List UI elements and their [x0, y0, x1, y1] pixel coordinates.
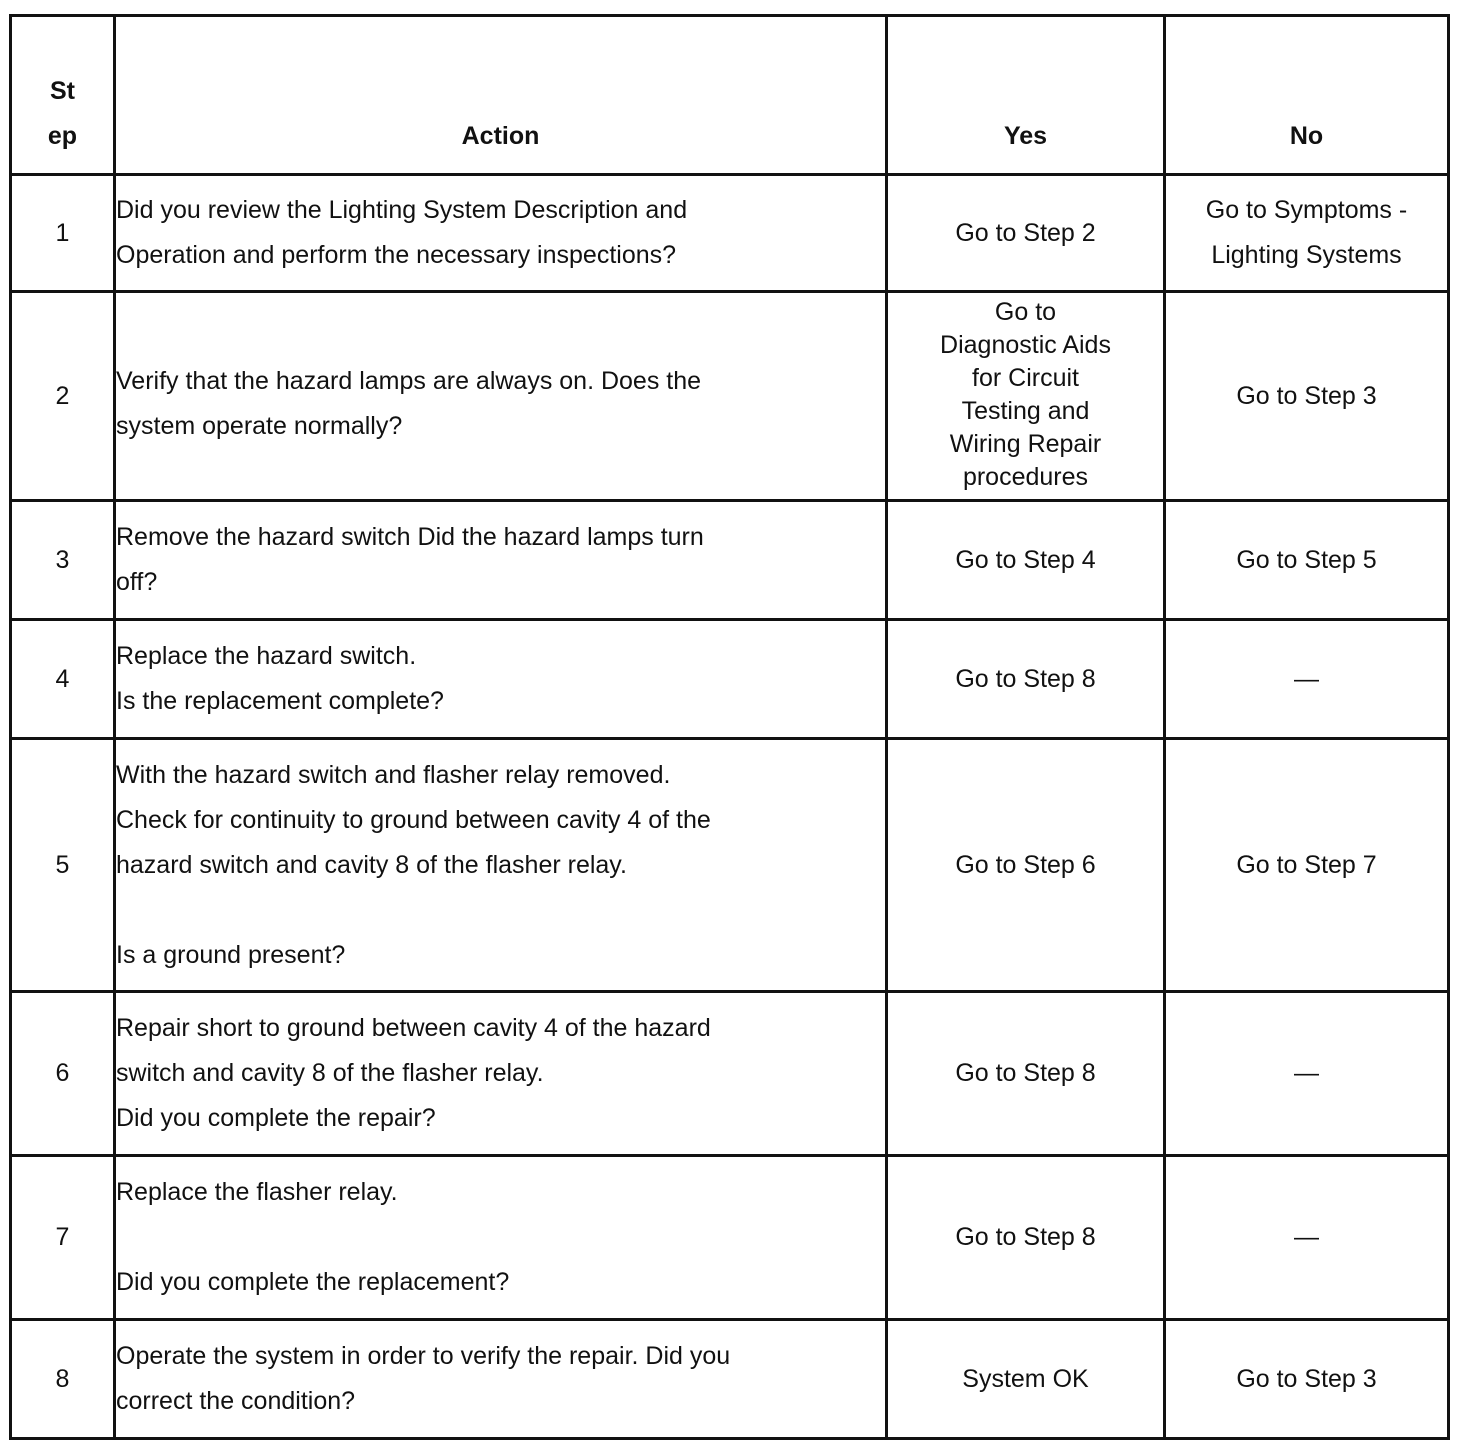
yes-line: Go to Step 8 [955, 1223, 1096, 1251]
yes-line: Go to Step 4 [955, 545, 1096, 574]
yes-line: System OK [962, 1364, 1089, 1393]
diagnostic-table [9, 14, 1450, 1440]
action-line: Replace the flasher relay. [116, 1178, 398, 1206]
action-line: Replace the hazard switch. [116, 642, 417, 670]
action-line: Operate the system in order to verify the repair. Did you [116, 1342, 731, 1370]
yes-cell [887, 1320, 1165, 1439]
no-line: Lighting Systems [1211, 241, 1402, 269]
yes-cell [887, 620, 1165, 739]
step-number: 7 [11, 1156, 115, 1320]
table-row [11, 501, 1449, 620]
yes-line: Wiring Repair [949, 430, 1102, 458]
action-cell [115, 1156, 887, 1320]
yes-line: for Circuit [972, 364, 1079, 392]
no-cell [1165, 739, 1449, 992]
table-row [11, 739, 1449, 992]
table-row [11, 1320, 1449, 1439]
yes-cell [887, 739, 1165, 992]
action-line: switch and cavity 8 of the flasher relay. [116, 1059, 544, 1087]
action-line: correct the condition? [116, 1387, 356, 1415]
no-cell [1165, 992, 1449, 1156]
step-number: 1 [11, 175, 115, 292]
table-row [11, 992, 1449, 1156]
action-cell [115, 1320, 887, 1439]
action-gap [116, 1215, 885, 1260]
header-action: Action [115, 16, 887, 175]
yes-line: Go to Step 8 [955, 664, 1096, 693]
no-cell [1165, 620, 1449, 739]
action-gap [116, 888, 885, 933]
yes-cell [887, 1156, 1165, 1320]
table-row [11, 620, 1449, 739]
yes-cell [887, 501, 1165, 620]
action-line: hazard switch and cavity 8 of the flasher relay. [116, 850, 627, 879]
header-yes: Yes [887, 16, 1165, 175]
no-cell [1165, 1320, 1449, 1439]
action-cell [115, 501, 887, 620]
action-cell [115, 992, 887, 1156]
no-cell [1165, 1156, 1449, 1320]
action-line: Verify that the hazard lamps are always on. Does the [116, 367, 702, 395]
yes-line: Go to Step 6 [955, 850, 1096, 879]
yes-line: Go to [994, 298, 1057, 326]
no-line: Go to Step 3 [1236, 1364, 1377, 1393]
yes-cell [887, 175, 1165, 292]
yes-cell [887, 992, 1165, 1156]
table-row [11, 1156, 1449, 1320]
action-cell [115, 739, 887, 992]
yes-line: Diagnostic Aids [940, 331, 1111, 359]
no-dash: — [1294, 1223, 1319, 1251]
action-line: Is a ground present? [116, 940, 346, 969]
yes-cell [887, 292, 1165, 501]
yes-line: procedures [962, 463, 1089, 491]
no-cell [1165, 175, 1449, 292]
table-row [11, 292, 1449, 501]
yes-line: Go to Step 8 [955, 1059, 1096, 1087]
step-number: 8 [11, 1320, 115, 1439]
action-cell [115, 620, 887, 739]
header-step-line: St [50, 77, 75, 105]
action-cell [115, 175, 887, 292]
no-line: Go to Step 7 [1236, 850, 1377, 879]
no-dash: — [1294, 664, 1319, 693]
action-line: Is the replacement complete? [116, 687, 444, 715]
header-no: No [1165, 16, 1449, 175]
no-line: Go to Step 5 [1236, 545, 1377, 574]
no-line: Go to Step 3 [1236, 381, 1377, 410]
step-number: 3 [11, 501, 115, 620]
action-line: Remove the hazard switch Did the hazard lamps turn [116, 523, 704, 551]
action-line: Did you complete the replacement? [116, 1268, 510, 1296]
yes-line: Go to Step 2 [955, 218, 1096, 247]
table-row [11, 175, 1449, 292]
action-line: Did you complete the repair? [116, 1104, 436, 1132]
action-cell [115, 292, 887, 501]
action-line: With the hazard switch and flasher relay removed. [116, 760, 671, 789]
action-line: Did you review the Lighting System Description and [116, 196, 688, 224]
header-step-line: ep [47, 122, 78, 150]
no-cell [1165, 292, 1449, 501]
yes-line: Testing and [961, 397, 1090, 425]
header-row [11, 16, 1449, 175]
step-number: 2 [11, 292, 115, 501]
action-line: Operation and perform the necessary inspections? [116, 241, 677, 269]
step-number: 6 [11, 992, 115, 1156]
step-number: 4 [11, 620, 115, 739]
step-number: 5 [11, 739, 115, 992]
action-line: Repair short to ground between cavity 4 of the hazard [116, 1014, 711, 1042]
header-step [11, 16, 115, 175]
no-cell [1165, 501, 1449, 620]
no-line: Go to Symptoms - [1205, 196, 1408, 224]
no-dash: — [1294, 1059, 1319, 1087]
action-line: Check for continuity to ground between cavity 4 of the [116, 805, 711, 834]
action-line: system operate normally? [116, 412, 403, 440]
action-line: off? [116, 568, 158, 596]
